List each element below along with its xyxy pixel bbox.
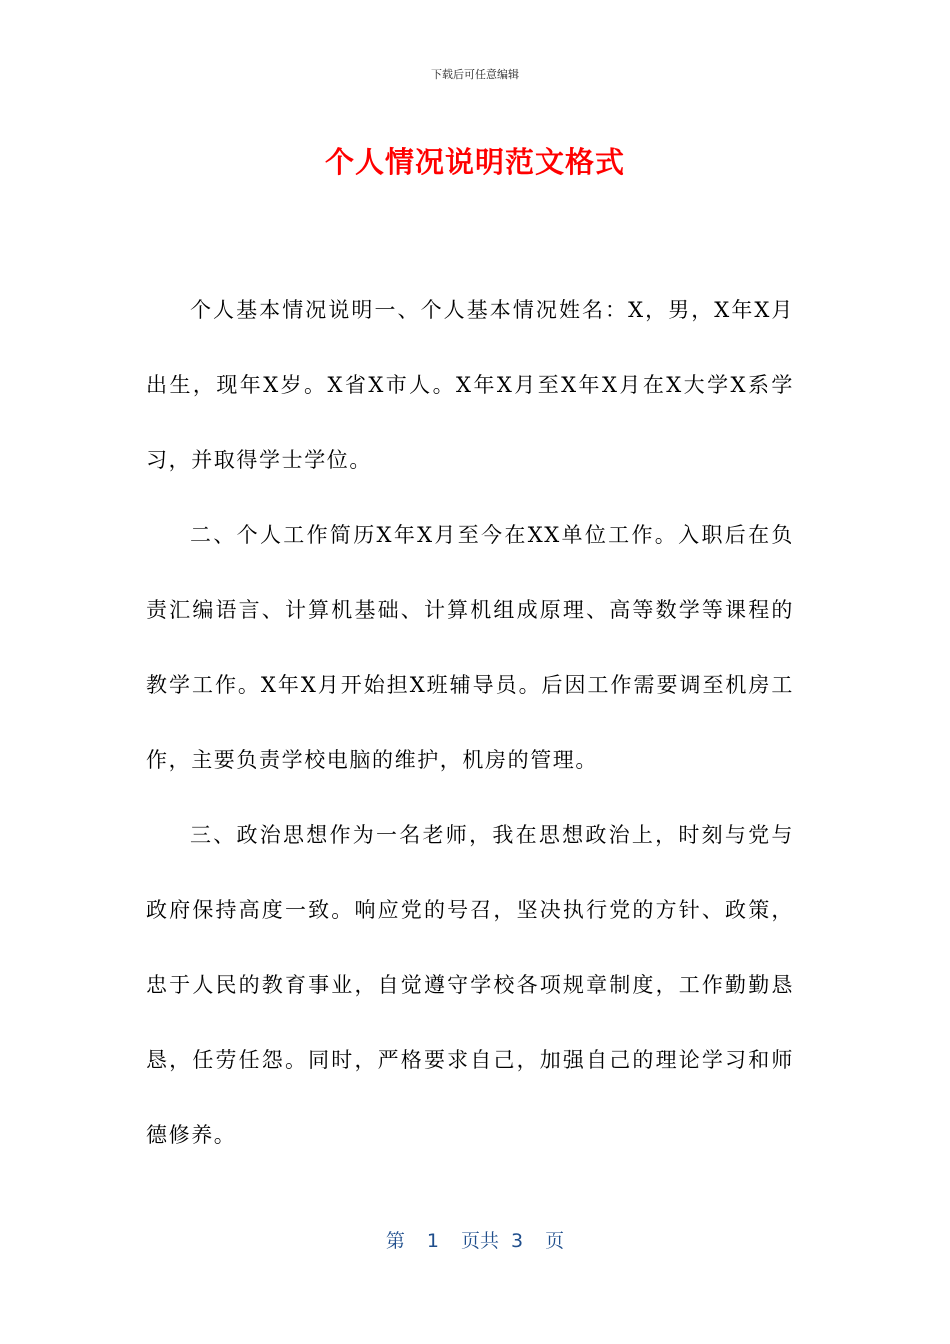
footer-suffix: 页 bbox=[545, 1230, 565, 1252]
document-body bbox=[146, 273, 794, 1173]
header-note: 下载后可任意编辑 bbox=[431, 68, 519, 81]
paragraph-personal-info: 个人基本情况说明一、个人基本情况姓名：X，男，X年X月出生，现年X岁。X省X市人。X年X月至X年X月在X大学X系学习，并取得学士学位。 bbox=[146, 298, 794, 472]
paragraph-political-thought: 三、政治思想作为一名老师，我在思想政治上，时刻与党与政府保持高度一致。响应党的号召，坚决执行党的方针、政策，忠于人民的教育事业，自觉遵守学校各项规章制度，工作勤勤恳恳，任劳任怨。同时，严格要求自己，加强自己的理论学习和师德修养。 bbox=[146, 823, 794, 1147]
footer-total-pages: 3 bbox=[511, 1230, 524, 1252]
document-title: 个人情况说明范文格式 bbox=[324, 145, 625, 179]
footer-current-page: 1 bbox=[426, 1230, 439, 1252]
page-footer bbox=[0, 1226, 950, 1253]
footer-prefix: 第 bbox=[385, 1230, 405, 1252]
footer-middle: 页共 bbox=[460, 1230, 499, 1252]
paragraph-work-history: 二、个人工作简历X年X月至今在XX单位工作。入职后在负责汇编语言、计算机基础、计算机组成原理、高等数学等课程的教学工作。X年X月开始担X班辅导员。后因工作需要调至机房工作，主要负责学校电脑的维护，机房的管理。 bbox=[146, 523, 794, 772]
